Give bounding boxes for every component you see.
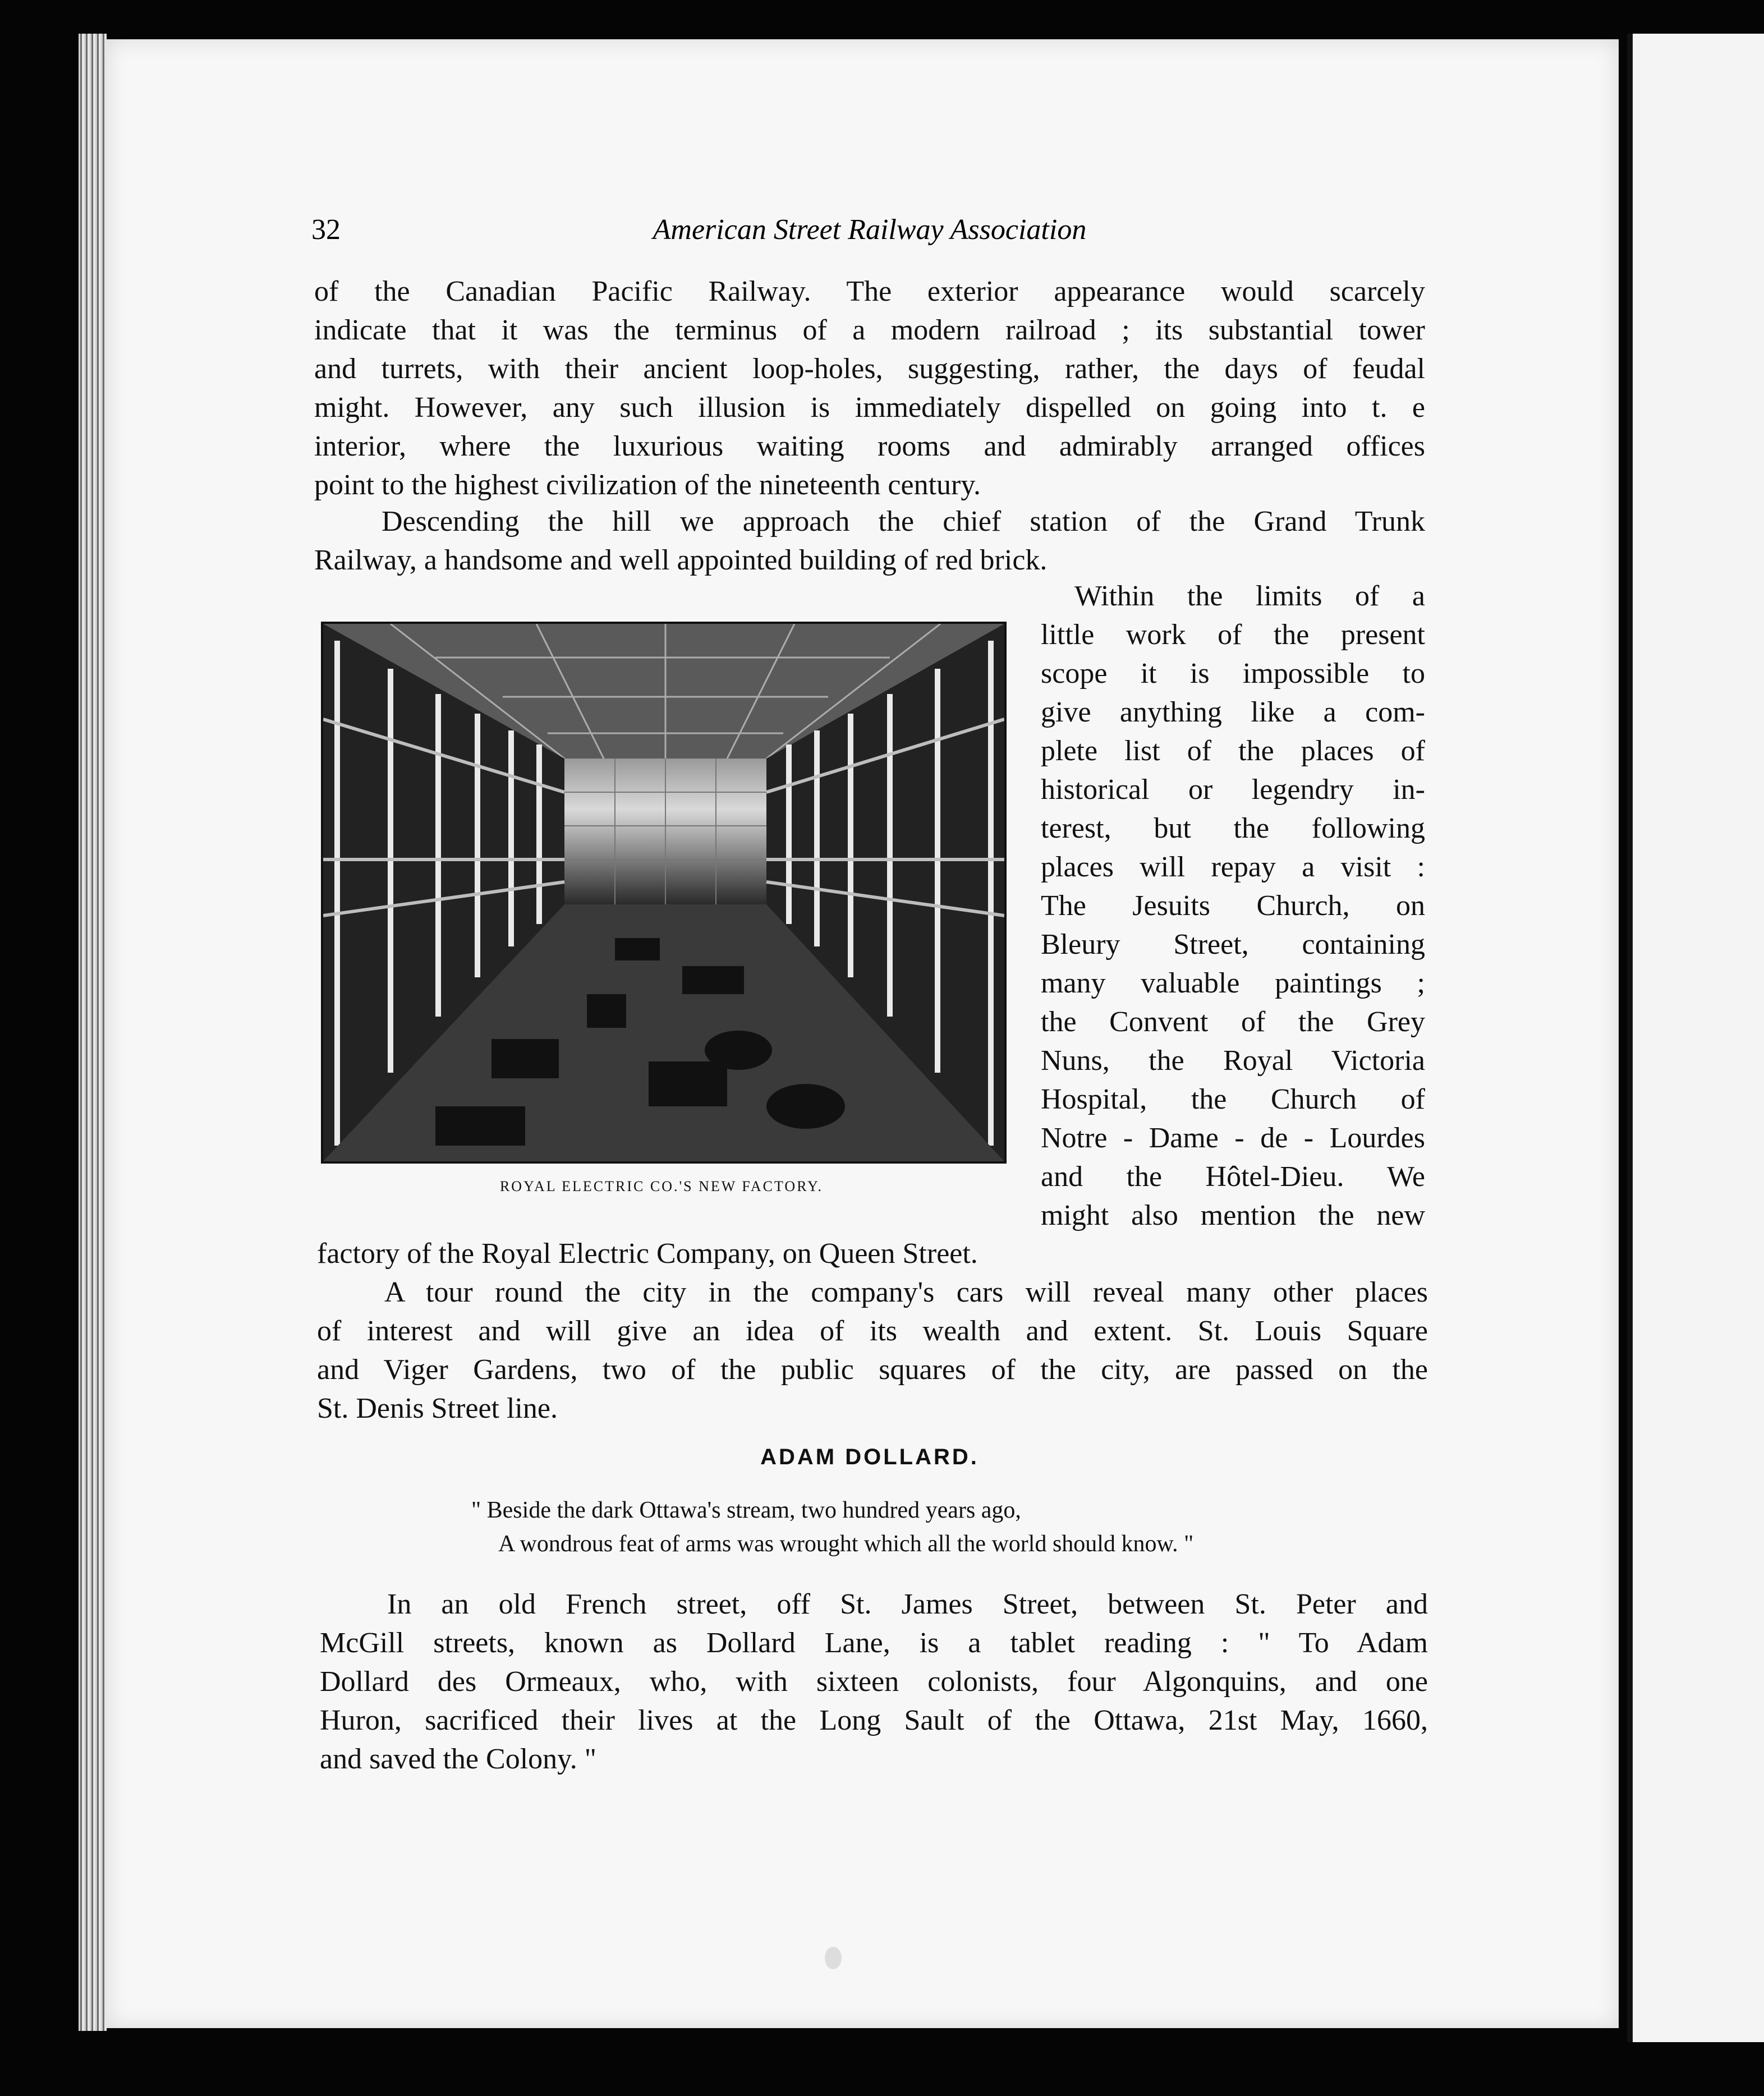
text-line: scope it is impossible to — [1041, 658, 1425, 690]
text-line: little work of the present — [1041, 619, 1425, 651]
text-line: The Jesuits Church, on — [1041, 890, 1425, 922]
epigraph-line: A wondrous feat of arms was wrought which all the world should know. " — [498, 1531, 1194, 1557]
text-line: interior, where the luxurious waiting rooms and admirably arranged offices — [314, 430, 1425, 462]
text-line: of interest and will give an idea of its wealth and extent. St. Louis Square — [317, 1315, 1428, 1347]
text-line: places will repay a visit : — [1041, 851, 1425, 883]
epigraph-line: " Beside the dark Ottawa's stream, two hundred years ago, — [471, 1497, 1021, 1523]
text-line: of the Canadian Pacific Railway. The exterior appearance would scarcely — [314, 275, 1425, 307]
text-line: many valuable paintings ; — [1041, 967, 1425, 999]
epigraph — [471, 1493, 1425, 1561]
page-edge-stack — [79, 34, 107, 2031]
text-line: A tour round the city in the company's cars will reveal many other places — [384, 1276, 1428, 1308]
text-line: and the Hôtel-Dieu. We — [1041, 1161, 1425, 1193]
text-line: Railway, a handsome and well appointed building of red brick. — [314, 544, 1048, 576]
text-line: indicate that it was the terminus of a modern railroad ; its substantial tower — [314, 314, 1425, 346]
text-line: and turrets, with their ancient loop-holes, suggesting, rather, the days of feudal — [314, 353, 1425, 385]
continuation-line: factory of the Royal Electric Company, on Queen Street. — [317, 1238, 978, 1270]
paper-speck — [825, 1947, 842, 1969]
running-title: American Street Railway Association — [653, 214, 1087, 246]
text-line: Within the limits of a — [1074, 580, 1425, 612]
section-heading: ADAM DOLLARD. — [760, 1445, 979, 1469]
text-line: McGill streets, known as Dollard Lane, is a tablet reading : " To Adam — [320, 1627, 1428, 1659]
text-line: the Convent of the Grey — [1041, 1006, 1425, 1038]
side-column-text — [1041, 577, 1425, 1235]
text-line: might also mention the new — [1041, 1199, 1425, 1231]
facing-page-edge — [1627, 34, 1764, 2042]
paragraph-terminus — [314, 272, 1425, 504]
text-line: Nuns, the Royal Victoria — [1041, 1045, 1425, 1077]
factory-photo — [321, 622, 1007, 1164]
text-line: Descending the hill we approach the chief station of the Grand Trunk — [382, 505, 1425, 537]
text-line: might. However, any such illusion is immediately dispelled on going into t. e — [314, 392, 1425, 424]
text-line: Huron, sacrificed their lives at the Long Sault of the Ottawa, 21st May, 1660, — [320, 1704, 1428, 1736]
text-line: historical or legendry in- — [1041, 774, 1425, 806]
text-line: In an old French street, off St. James Street, between St. Peter and — [387, 1588, 1428, 1620]
text-line: Bleury Street, containing — [1041, 929, 1425, 960]
paragraph-city-tour — [317, 1273, 1428, 1428]
text-line: Dollard des Ormeaux, who, with sixteen colonists, four Algonquins, and one — [320, 1666, 1428, 1698]
text-line: Hospital, the Church of — [1041, 1083, 1425, 1115]
paragraph-dollard-lane — [320, 1585, 1428, 1778]
text-line: point to the highest civilization of the nineteenth century. — [314, 469, 981, 501]
paragraph-grand-trunk — [314, 502, 1425, 580]
figure-caption: ROYAL ELECTRIC CO.'S NEW FACTORY. — [499, 1178, 824, 1194]
page-number: 32 — [311, 214, 341, 246]
text-line: and Viger Gardens, two of the public squares of the city, are passed on the — [317, 1354, 1428, 1386]
text-line: and saved the Colony. " — [320, 1743, 596, 1775]
text-line: Notre - Dame - de - Lourdes — [1041, 1122, 1425, 1154]
text-line: give anything like a com- — [1041, 696, 1425, 728]
text-line: plete list of the places of — [1041, 735, 1425, 767]
text-line: terest, but the following — [1041, 812, 1425, 844]
text-line: St. Denis Street line. — [317, 1392, 558, 1424]
